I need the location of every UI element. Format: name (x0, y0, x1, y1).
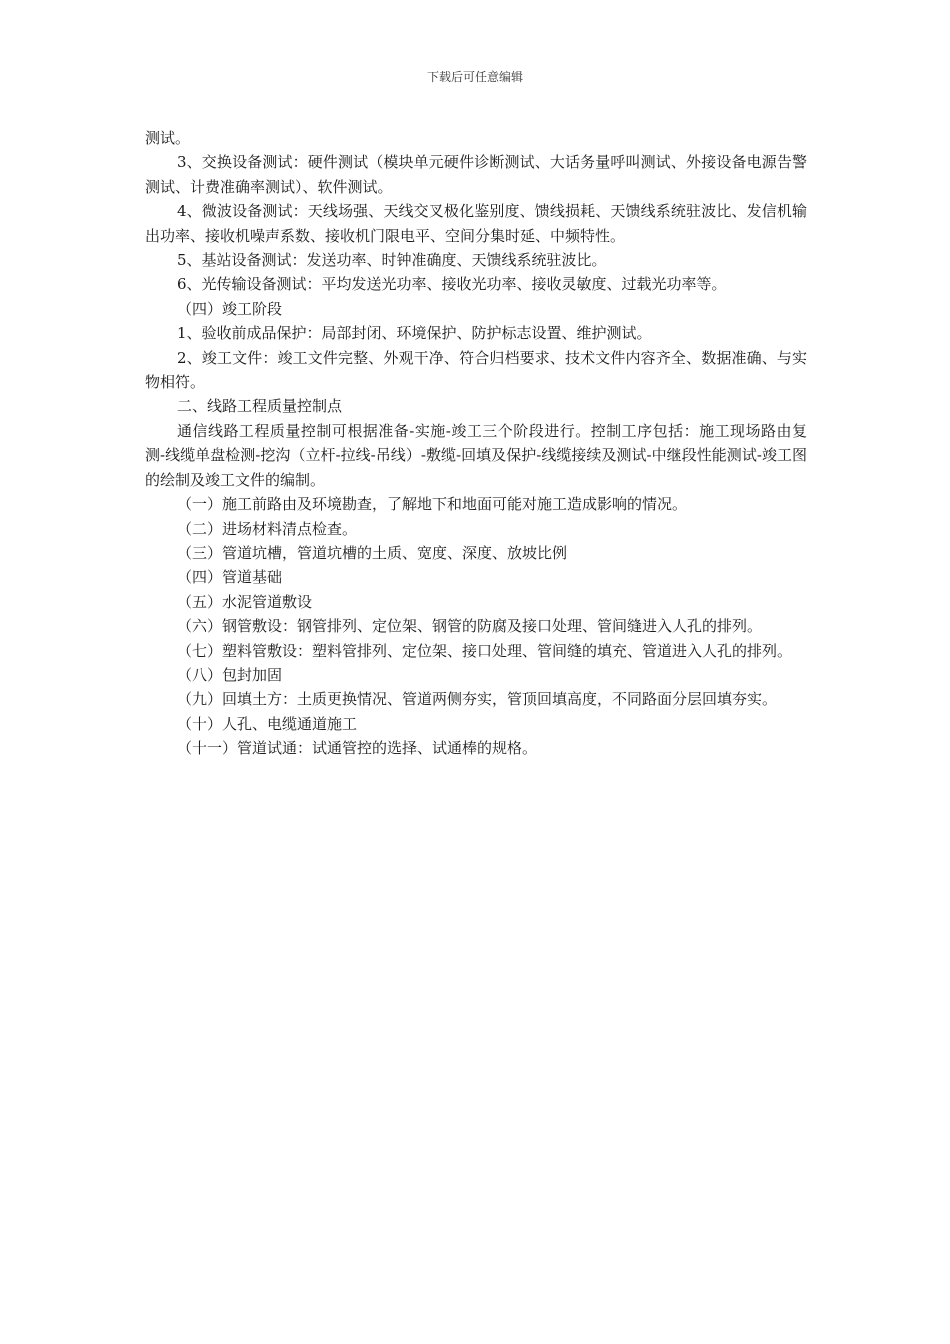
document-body (145, 126, 807, 761)
paragraph: 二、线路工程质量控制点 (177, 397, 343, 416)
paragraph: 4、微波设备测试：天线场强、天线交叉极化鉴别度、馈线损耗、天馈线系统驻波比、发信机输出功率、接收机噪声系数、接收机门限电平、空间分集时延、中频特性。 (145, 202, 807, 245)
paragraph: 5、基站设备测试：发送功率、时钟准确度、天馈线系统驻波比。 (177, 251, 607, 270)
page-header: 下载后可任意编辑 (426, 70, 523, 84)
paragraph: 3、交换设备测试：硬件测试（模块单元硬件诊断测试、大话务量呼叫测试、外接设备电源告警测试、计费准确率测试）、软件测试。 (145, 153, 807, 196)
paragraph: （一）施工前路由及环境勘查，了解地下和地面可能对施工造成影响的情况。 (177, 495, 688, 514)
paragraph: （四）管道基础 (177, 568, 283, 587)
paragraph: 测试。 (145, 129, 191, 147)
paragraph: （六）钢管敷设：钢管排列、定位架、钢管的防腐及接口处理、管间缝进入人孔的排列。 (177, 617, 763, 636)
paragraph: （八）包封加固 (177, 665, 283, 684)
paragraph: （七）塑料管敷设：塑料管排列、定位架、接口处理、管间缝的填充、管道进入人孔的排列。 (177, 641, 793, 660)
paragraph: （十）人孔、电缆通道施工 (177, 714, 358, 733)
paragraph: （九）回填土方：土质更换情况、管道两侧夯实，管顶回填高度，不同路面分层回填夯实。 (177, 690, 778, 709)
paragraph: 2、竣工文件：竣工文件完整、外观干净、符合归档要求、技术文件内容齐全、数据准确、与实物相符。 (145, 348, 807, 392)
paragraph: （十一）管道试通：试通管控的选择、试通棒的规格。 (177, 739, 538, 758)
paragraph: （五）水泥管道敷设 (177, 592, 313, 611)
paragraph: （二）进场材料清点检查。 (177, 519, 358, 538)
paragraph: 通信线路工程质量控制可根据准备-实施-竣工三个阶段进行。控制工序包括：施工现场路由复测-线缆单盘检测-挖沟（立杆-拉线-吊线）-敷缆-回填及保护-线缆接续及测试-中继段性能测试-竣工图的绘制及竣工文件的编制。 (145, 421, 807, 489)
paragraph: 1、验收前成品保护：局部封闭、环境保护、防护标志设置、维护测试。 (177, 324, 652, 343)
paragraph: （四）竣工阶段 (177, 299, 283, 318)
paragraph: （三）管道坑槽，管道坑槽的土质、宽度、深度、放坡比例 (177, 543, 568, 562)
paragraph: 6、光传输设备测试：平均发送光功率、接收光功率、接收灵敏度、过载光功率等。 (177, 275, 727, 294)
